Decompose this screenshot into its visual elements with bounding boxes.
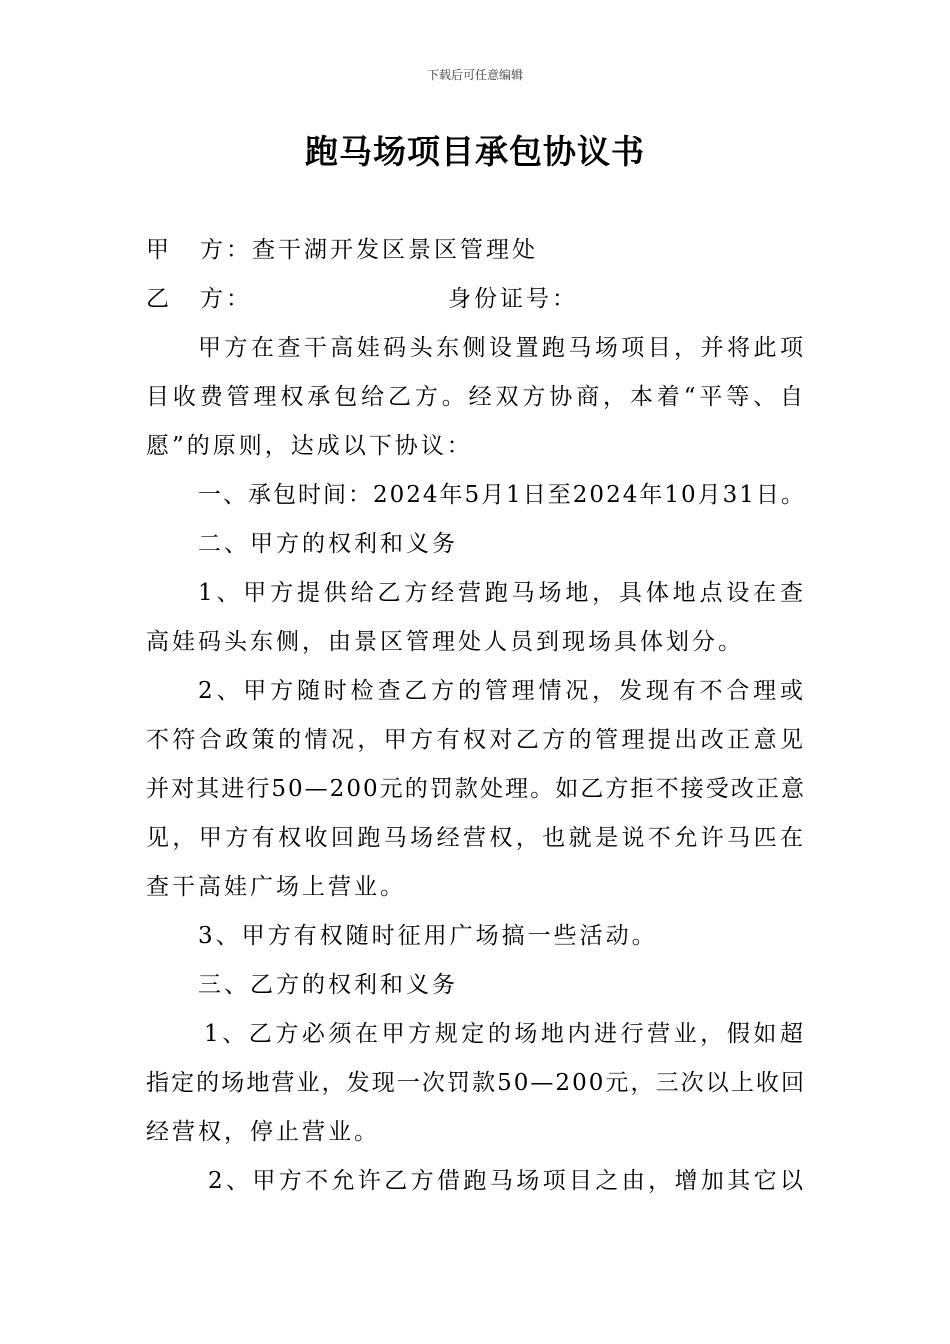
section-heading: 二、甲方的权利和义务 xyxy=(198,531,458,557)
party-b-label-2: 方： xyxy=(200,286,252,312)
paragraph-line: 指定的场地营业，发现一次罚款50—200元，三次以上收回 xyxy=(146,1070,806,1096)
paragraph-line: 1、乙方必须在甲方规定的场地内进行营业，假如超 xyxy=(204,1021,806,1047)
party-b-label-1: 乙 xyxy=(146,286,172,312)
party-b-id-label: 身份证号： xyxy=(448,286,578,312)
party-a-label-1: 甲 xyxy=(146,237,172,263)
section-heading: 三、乙方的权利和义务 xyxy=(198,972,458,998)
party-a-line xyxy=(146,226,806,275)
paragraph-line: 3、甲方有权随时征用广场搞一些活动。 xyxy=(198,923,658,949)
paragraph-line: 不符合政策的情况，甲方有权对乙方的管理提出改正意见 xyxy=(146,727,806,753)
paragraph-line: 愿”的原则，达成以下协议： xyxy=(146,433,473,459)
document-body xyxy=(146,226,806,1206)
paragraph-line: 2、甲方随时检查乙方的管理情况，发现有不合理或 xyxy=(198,678,806,704)
paragraph-line: 并对其进行50—200元的罚款处理。如乙方拒不接受改正意 xyxy=(146,776,806,802)
document-title: 跑马场项目承包协议书 xyxy=(305,132,645,171)
paragraph-line: 见，甲方有权收回跑马场经营权，也就是说不允许马匹在 xyxy=(146,825,806,851)
paragraph-line: 2、甲方不允许乙方借跑马场项目之由，增加其它以 xyxy=(208,1168,806,1194)
party-a-value: 查干湖开发区景区管理处 xyxy=(252,237,538,263)
paragraph-line: 经营权，停止营业。 xyxy=(146,1119,380,1145)
paragraph-line: 1、甲方提供给乙方经营跑马场地，具体地点设在查 xyxy=(198,580,806,606)
page-header-note: 下载后可任意编辑 xyxy=(426,68,523,82)
party-b-line xyxy=(146,275,806,324)
paragraph-line: 目收费管理权承包给乙方。经双方协商，本着“平等、自 xyxy=(146,384,806,410)
paragraph-line: 甲方在查干高娃码头东侧设置跑马场项目，并将此项 xyxy=(198,335,806,361)
section-heading-term: 一、承包时间：2024年5月1日至2024年10月31日。 xyxy=(198,482,806,508)
party-a-label-2: 方： xyxy=(200,237,252,263)
paragraph-line: 查干高娃广场上营业。 xyxy=(146,874,406,900)
paragraph-line: 高娃码头东侧，由景区管理处人员到现场具体划分。 xyxy=(146,629,744,655)
